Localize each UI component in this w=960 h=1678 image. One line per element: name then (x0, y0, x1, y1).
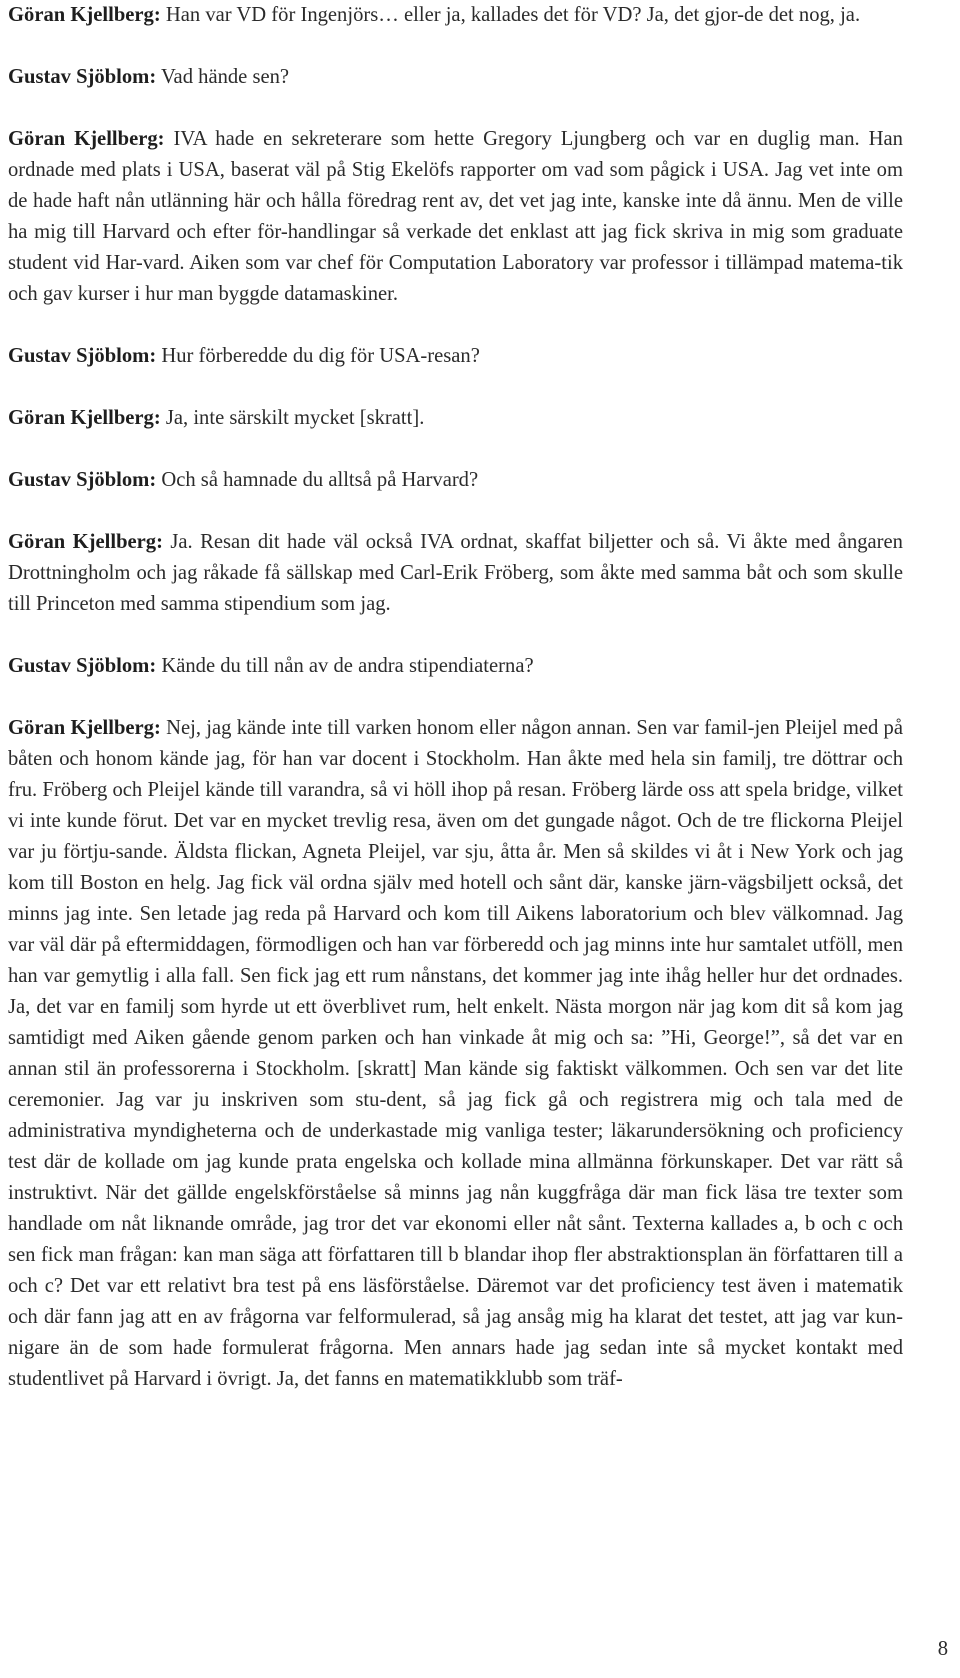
paragraph-text: Vad hände sen? (160, 66, 290, 88)
speaker-name: Göran Kjellberg: (8, 531, 163, 553)
speaker-name: Gustav Sjöblom: (8, 345, 157, 367)
paragraph-text: Kände du till nån av de andra stipendiaterna? (161, 655, 534, 677)
page-number: 8 (937, 1638, 948, 1660)
paragraph-text: Han var VD för Ingenjörs… eller ja, kallades det för VD? Ja, det gjor-​de det nog, ja. (165, 4, 861, 26)
speaker-name: Göran Kjellberg: (8, 717, 161, 739)
paragraph-text: Nej, jag kände inte till varken honom eller någon annan. Sen var famil-​jen Pleijel med på båten och honom kände jag, för han var docent i Stockholm. Han åkte med hela sin familj, tre döttrar och fru. Fröberg och Pleijel kände till varandra, så vi höll ihop på resan. Fröberg lärde oss att spela bridge, vilket vi inte kunde förut. Det var en mycket trevlig resa, även om det gungade något. Och de tre flickorna Pleijel var ju förtju-​sande. Äldsta flickan, Agneta Pleijel, var sju, åtta år. Men så skildes vi åt i New York och jag kom till Boston en helg. Jag fick väl ordna själv med hotell och sånt där, kanske järn-​vägsbiljett också, det minns jag inte. Sen letade jag reda på Harvard och kom till Aikens laboratorium och blev välkomnad. Jag var väl där på eftermiddagen, förmodligen och han var förberedd och jag minns inte hur samtalet utföll, men han var gemytlig i alla fall. Sen fick jag ett rum nånstans, det kommer jag inte ihåg heller hur det ordnades. Ja, det var en familj som hyrde ut ett överblivet rum, helt enkelt. Nästa morgon när jag kom dit så kom jag samtidigt med Aiken gående genom parken och han vinkade åt mig och sa: ”Hi, George!”, så det var en annan stil än professorerna i Stockholm. [skratt] Man kände sig faktiskt välkommen. Och sen var det lite ceremonier. Jag var ju inskriven som stu-​dent, så jag fick gå och registrera mig och tala med de administrativa myndigheterna och de underkastade mig vanliga tester; läkarundersökning och proficiency test där de kollade om jag kunde prata engelska och kollade mina allmänna förkunskaper. Det var rätt så instruktivt. När det gällde engelskförståelse så minns jag nån kuggfråga där man fick läsa tre texter som handlade om nåt liknande område, jag tror det var ekonomi eller nåt sånt. Texterna kallades a, b och c och sen fick man frågan: kan man säga att författaren till b blandar ihop fler abstraktionsplan än författaren till a och c? Det var ett relativt bra test på ens läsförståelse. Däremot var det proficiency test även i matematik och där fann jag att en av frågorna var felformulerad, så jag ansåg mig ha klarat det testet, att jag var kun-​nigare än de som hade formulerat frågorna. Men annars hade jag sedan inte så mycket kontakt med studentlivet på Harvard i övrigt. Ja, det fanns en matematikklubb som träf- (8, 717, 903, 1390)
speaker-name: Gustav Sjöblom: (8, 469, 157, 491)
transcript-paragraph (8, 527, 903, 620)
paragraph-text: IVA hade en sekreterare som hette Gregory Ljungberg och var en duglig man. Han ordnade med plats i USA, baserat väl på Stig Ekelöfs rapporter om vad som pågick i USA. Jag vet inte om de hade haft nån utlänning här och hålla föredrag rent av, det vet jag inte, kanske inte då ännu. Men de ville ha mig till Harvard och efter för-​handlingar så verkade det enklast att jag fick skriva in mig som graduate student vid Har-​vard. Aiken som var chef för Computation Laboratory var professor i tillämpad matema-​tik och gav kurser i hur man byggde datamaskiner. (8, 128, 903, 305)
transcript-paragraph (8, 713, 903, 1395)
paragraph-text: Ja. Resan dit hade väl också IVA ordnat, skaffat biljetter och så. Vi åkte med ångaren Drottningholm och jag råkade få sällskap med Carl-Erik Fröberg, som åkte med samma båt och som skulle till Princeton med samma stipendium som jag. (8, 531, 903, 615)
speaker-name: Gustav Sjöblom: (8, 66, 157, 88)
speaker-name: Gustav Sjöblom: (8, 655, 157, 677)
paragraph-text: Och så hamnade du alltså på Harvard? (161, 469, 479, 491)
transcript-paragraph (8, 341, 903, 372)
paragraph-text: Hur förberedde du dig för USA-resan? (161, 345, 480, 367)
paragraph-text: Ja, inte särskilt mycket [skratt]. (165, 407, 425, 429)
speaker-name: Göran Kjellberg: (8, 128, 165, 150)
transcript-page (8, 0, 903, 1426)
transcript-paragraph (8, 62, 903, 93)
speaker-name: Göran Kjellberg: (8, 407, 161, 429)
transcript-paragraph (8, 465, 903, 496)
transcript-paragraph (8, 0, 903, 31)
transcript-paragraph (8, 124, 903, 310)
transcript-paragraph (8, 403, 903, 434)
speaker-name: Göran Kjellberg: (8, 4, 161, 26)
transcript-paragraph (8, 651, 903, 682)
